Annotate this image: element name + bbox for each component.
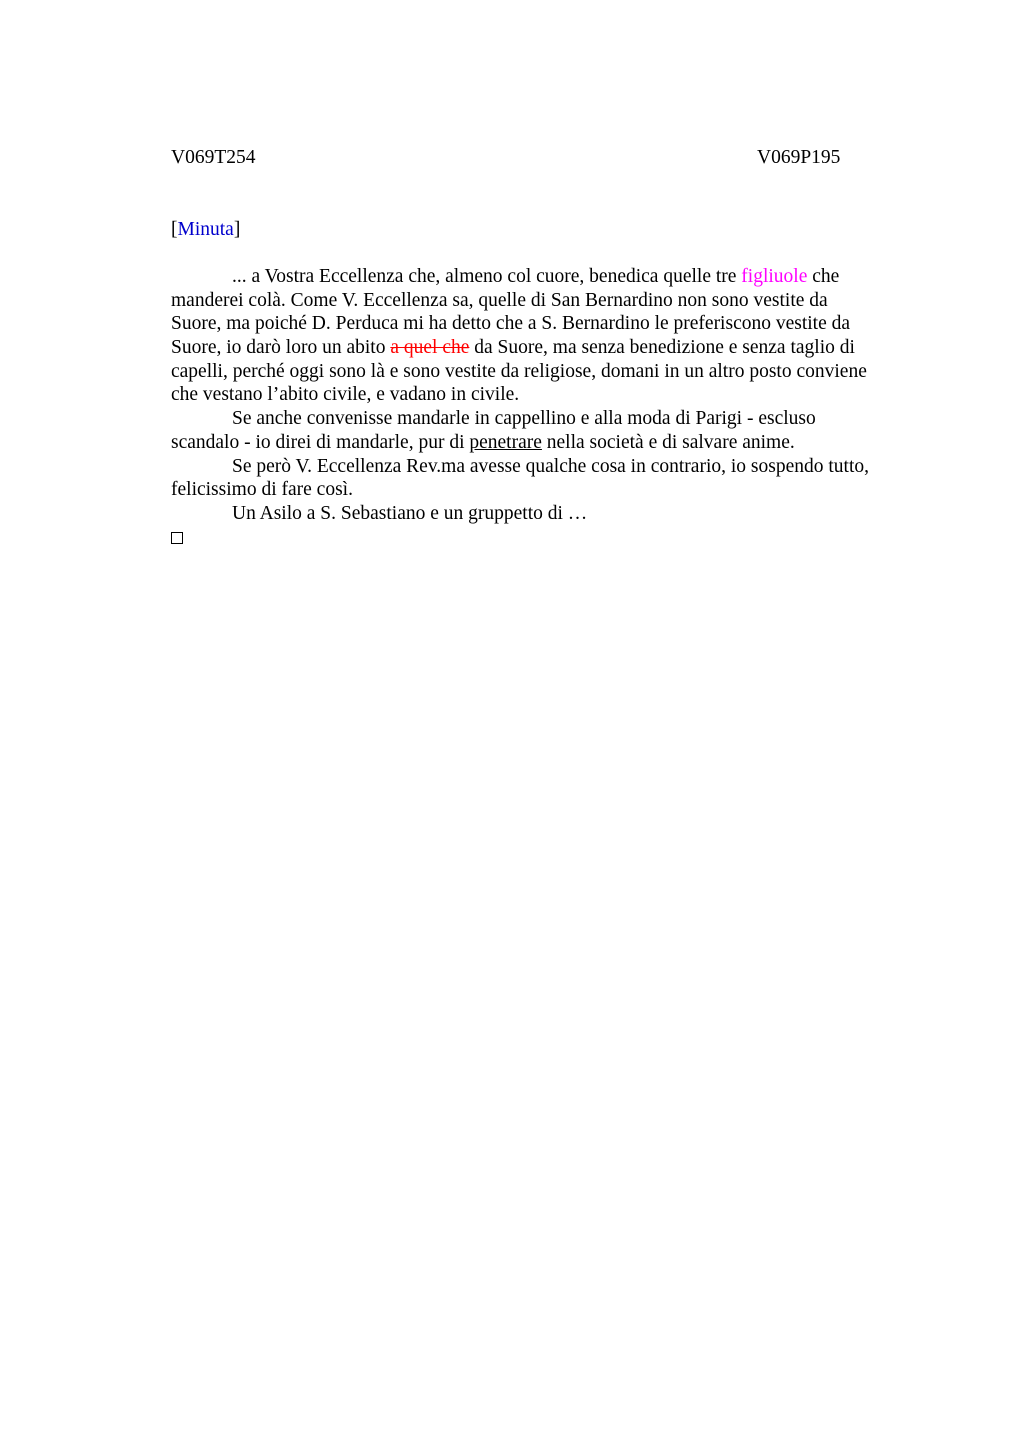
paragraph-1-line-2: manderei colà. Come V. Eccellenza sa, quelle di San Bernardino non sono vestite da — [171, 289, 828, 311]
letter-body — [171, 265, 916, 549]
end-marker-line — [171, 526, 916, 550]
paragraph-3-line-2: felicissimo di fare così. — [171, 479, 353, 501]
paragraph-2-line-1: Se anche convenisse mandarle in cappellino e alla moda di Parigi - escluso — [232, 408, 816, 430]
square-box-icon — [171, 532, 183, 544]
text-segment: da Suore, ma senza benedizione e senza taglio di — [469, 337, 855, 359]
paragraph-1-line-1 — [171, 265, 916, 289]
text-segment: nella società e di salvare anime. — [541, 431, 795, 453]
text-segment: ... a Vostra Eccellenza che, almeno col cuore, benedica quelle tre — [232, 266, 742, 287]
text-segment: che — [807, 266, 840, 287]
highlighted-word: figliuole — [741, 266, 808, 287]
document-code-left: V069T254 — [171, 147, 256, 168]
label-close-bracket: ] — [233, 219, 241, 240]
document-code-right: V069P195 — [757, 147, 841, 168]
deleted-text: a quel che — [390, 337, 470, 359]
label-open-bracket: [ — [171, 219, 178, 240]
text-segment: scandalo - io direi di mandarle, pur di — [171, 431, 470, 453]
paragraph-1-line-3: Suore, ma poiché D. Perduca mi ha detto che a S. Bernardino le preferiscono vestite da — [171, 313, 851, 335]
paragraph-1-line-6: che vestano l’abito civile, e vadano in civile. — [171, 384, 520, 406]
paragraph-4-line-1: Un Asilo a S. Sebastiano e un gruppetto di … — [232, 502, 588, 524]
label-text: Minuta — [177, 219, 234, 240]
underlined-word: penetrare — [469, 431, 542, 453]
paragraph-1-line-5: capelli, perché oggi sono là e sono vestite da religiose, domani in un altro posto conviene — [171, 360, 867, 382]
paragraph-1-line-4 — [171, 336, 916, 360]
paragraph-3-line-1: Se però V. Eccellenza Rev.ma avesse qualche cosa in contrario, io sospendo tutto, — [232, 455, 869, 477]
minuta-label — [171, 218, 240, 242]
text-segment: Suore, io darò loro un abito — [171, 337, 391, 359]
paragraph-2-line-2 — [171, 431, 916, 455]
